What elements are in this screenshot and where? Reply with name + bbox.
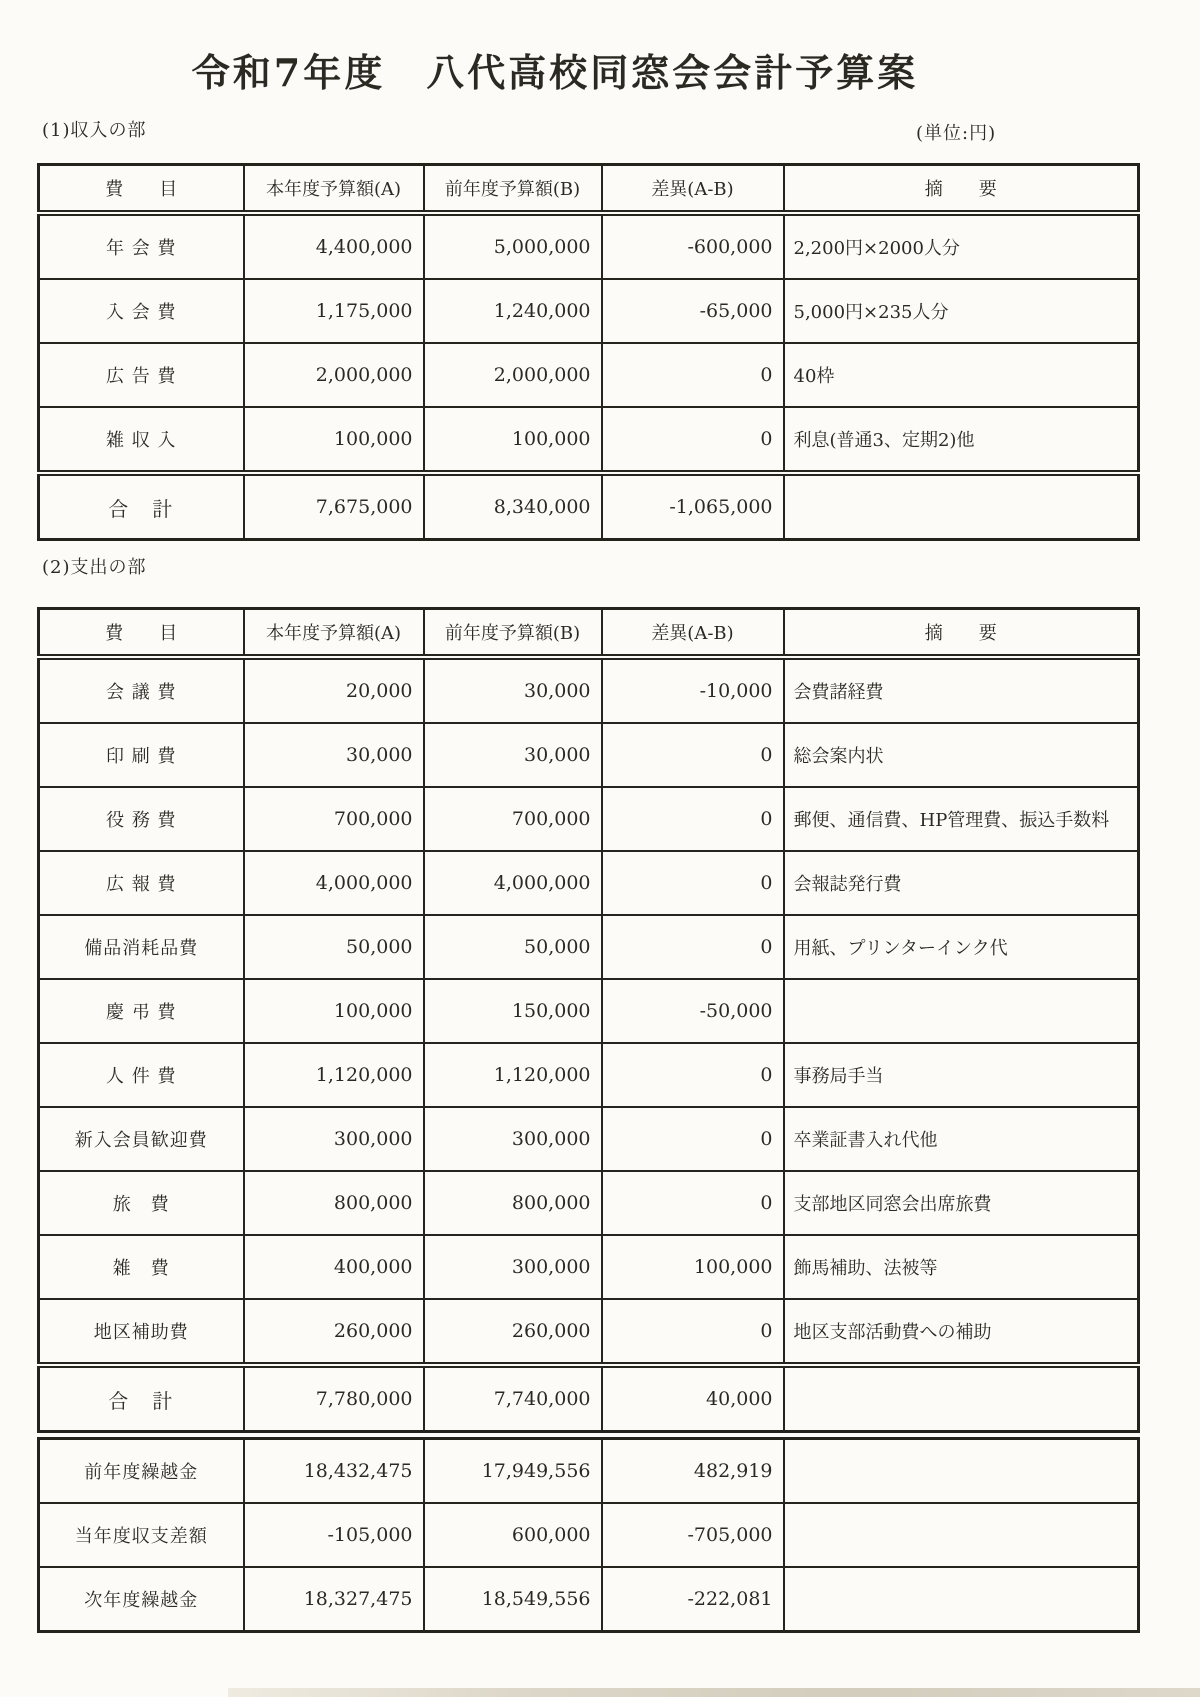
note-cell: 用紙、プリンターインク代 bbox=[784, 915, 1139, 979]
unit-label: (単位:円) bbox=[916, 123, 997, 144]
current-amount-cell: 2,000,000 bbox=[244, 343, 424, 407]
diff-amount-cell: 0 bbox=[602, 343, 784, 407]
previous-amount-cell: 600,000 bbox=[424, 1503, 602, 1567]
diff-amount-cell: 0 bbox=[602, 851, 784, 915]
current-amount-cell: 1,175,000 bbox=[244, 279, 424, 343]
diff-amount-cell: 0 bbox=[602, 407, 784, 473]
note-cell bbox=[784, 1567, 1139, 1632]
income-table bbox=[37, 163, 1140, 541]
total-row bbox=[39, 473, 1139, 540]
total-diff-cell: -1,065,000 bbox=[602, 473, 784, 540]
note-cell bbox=[784, 1439, 1139, 1504]
note-cell bbox=[784, 1503, 1139, 1567]
column-header-diff: 差異(A-B) bbox=[602, 609, 784, 658]
previous-amount-cell: 300,000 bbox=[424, 1235, 602, 1299]
total-note-cell bbox=[784, 1365, 1139, 1432]
diff-amount-cell: 0 bbox=[602, 1107, 784, 1171]
current-amount-cell: 100,000 bbox=[244, 979, 424, 1043]
item-cell: 広 告 費 bbox=[39, 343, 244, 407]
total-row bbox=[39, 1365, 1139, 1432]
diff-amount-cell: 0 bbox=[602, 1171, 784, 1235]
column-header-previous: 前年度予算額(B) bbox=[424, 165, 602, 214]
previous-amount-cell: 1,240,000 bbox=[424, 279, 602, 343]
item-cell: 役 務 費 bbox=[39, 787, 244, 851]
item-cell: 雑 収 入 bbox=[39, 407, 244, 473]
table-row bbox=[39, 657, 1139, 723]
note-cell: 支部地区同窓会出席旅費 bbox=[784, 1171, 1139, 1235]
expense-table-header bbox=[39, 609, 1139, 658]
current-amount-cell: 18,327,475 bbox=[244, 1567, 424, 1632]
table-row bbox=[39, 1299, 1139, 1365]
previous-amount-cell: 800,000 bbox=[424, 1171, 602, 1235]
page-title: 令和7年度 八代高校同窓会会計予算案 bbox=[191, 50, 919, 95]
previous-amount-cell: 100,000 bbox=[424, 407, 602, 473]
table-row bbox=[39, 1567, 1139, 1632]
income-section-label: (1)収入の部 bbox=[42, 120, 147, 141]
table-row bbox=[39, 1171, 1139, 1235]
current-amount-cell: 700,000 bbox=[244, 787, 424, 851]
diff-amount-cell: -222,081 bbox=[602, 1567, 784, 1632]
expense-table bbox=[37, 607, 1140, 1433]
current-amount-cell: 50,000 bbox=[244, 915, 424, 979]
diff-amount-cell: 0 bbox=[602, 915, 784, 979]
previous-amount-cell: 260,000 bbox=[424, 1299, 602, 1365]
total-previous-cell: 8,340,000 bbox=[424, 473, 602, 540]
note-cell: 5,000円×235人分 bbox=[784, 279, 1139, 343]
previous-amount-cell: 18,549,556 bbox=[424, 1567, 602, 1632]
note-cell: 飾馬補助、法被等 bbox=[784, 1235, 1139, 1299]
note-cell: 郵便、通信費、HP管理費、振込手数料 bbox=[784, 787, 1139, 851]
total-diff-cell: 40,000 bbox=[602, 1365, 784, 1432]
header-row bbox=[39, 609, 1139, 658]
total-note-cell bbox=[784, 473, 1139, 540]
previous-amount-cell: 4,000,000 bbox=[424, 851, 602, 915]
current-amount-cell: 4,400,000 bbox=[244, 213, 424, 279]
table-row bbox=[39, 1235, 1139, 1299]
scan-edge-shadow bbox=[228, 1688, 1200, 1697]
note-cell: 会報誌発行費 bbox=[784, 851, 1139, 915]
item-cell: 会 議 費 bbox=[39, 657, 244, 723]
table-row bbox=[39, 213, 1139, 279]
expense-table-total bbox=[39, 1365, 1139, 1432]
current-amount-cell: 1,120,000 bbox=[244, 1043, 424, 1107]
current-amount-cell: 30,000 bbox=[244, 723, 424, 787]
income-table-total bbox=[39, 473, 1139, 540]
diff-amount-cell: -10,000 bbox=[602, 657, 784, 723]
column-header-item: 費 目 bbox=[39, 165, 244, 214]
note-cell: 総会案内状 bbox=[784, 723, 1139, 787]
total-item-cell: 合 計 bbox=[39, 1365, 244, 1432]
diff-amount-cell: -65,000 bbox=[602, 279, 784, 343]
column-header-note: 摘 要 bbox=[784, 609, 1139, 658]
column-header-current: 本年度予算額(A) bbox=[244, 165, 424, 214]
item-cell: 入 会 費 bbox=[39, 279, 244, 343]
previous-amount-cell: 2,000,000 bbox=[424, 343, 602, 407]
diff-amount-cell: 0 bbox=[602, 1299, 784, 1365]
item-cell: 旅 費 bbox=[39, 1171, 244, 1235]
current-amount-cell: 20,000 bbox=[244, 657, 424, 723]
current-amount-cell: 800,000 bbox=[244, 1171, 424, 1235]
diff-amount-cell: -50,000 bbox=[602, 979, 784, 1043]
previous-amount-cell: 30,000 bbox=[424, 657, 602, 723]
column-header-previous: 前年度予算額(B) bbox=[424, 609, 602, 658]
previous-amount-cell: 150,000 bbox=[424, 979, 602, 1043]
diff-amount-cell: -600,000 bbox=[602, 213, 784, 279]
table-row bbox=[39, 979, 1139, 1043]
column-header-current: 本年度予算額(A) bbox=[244, 609, 424, 658]
income-table-body bbox=[39, 213, 1139, 473]
expense-section-label: (2)支出の部 bbox=[42, 557, 147, 578]
table-row bbox=[39, 343, 1139, 407]
note-cell: 2,200円×2000人分 bbox=[784, 213, 1139, 279]
table-row bbox=[39, 1107, 1139, 1171]
diff-amount-cell: 0 bbox=[602, 787, 784, 851]
item-cell: 備品消耗品費 bbox=[39, 915, 244, 979]
item-cell: 地区補助費 bbox=[39, 1299, 244, 1365]
table-row bbox=[39, 1503, 1139, 1567]
current-amount-cell: 100,000 bbox=[244, 407, 424, 473]
item-cell: 印 刷 費 bbox=[39, 723, 244, 787]
table-row bbox=[39, 723, 1139, 787]
current-amount-cell: 18,432,475 bbox=[244, 1439, 424, 1504]
table-row bbox=[39, 279, 1139, 343]
item-cell: 雑 費 bbox=[39, 1235, 244, 1299]
item-cell: 前年度繰越金 bbox=[39, 1439, 244, 1504]
note-cell bbox=[784, 979, 1139, 1043]
previous-amount-cell: 300,000 bbox=[424, 1107, 602, 1171]
item-cell: 次年度繰越金 bbox=[39, 1567, 244, 1632]
note-cell: 事務局手当 bbox=[784, 1043, 1139, 1107]
total-item-cell: 合 計 bbox=[39, 473, 244, 540]
diff-amount-cell: 0 bbox=[602, 1043, 784, 1107]
previous-amount-cell: 17,949,556 bbox=[424, 1439, 602, 1504]
table-row bbox=[39, 851, 1139, 915]
expense-table-body bbox=[39, 657, 1139, 1365]
note-cell: 地区支部活動費への補助 bbox=[784, 1299, 1139, 1365]
previous-amount-cell: 1,120,000 bbox=[424, 1043, 602, 1107]
carryover-table-body bbox=[39, 1439, 1139, 1632]
current-amount-cell: 260,000 bbox=[244, 1299, 424, 1365]
table-row bbox=[39, 1043, 1139, 1107]
table-row bbox=[39, 787, 1139, 851]
previous-amount-cell: 50,000 bbox=[424, 915, 602, 979]
current-amount-cell: -105,000 bbox=[244, 1503, 424, 1567]
note-cell: 利息(普通3、定期2)他 bbox=[784, 407, 1139, 473]
item-cell: 人 件 費 bbox=[39, 1043, 244, 1107]
item-cell: 当年度収支差額 bbox=[39, 1503, 244, 1567]
diff-amount-cell: 482,919 bbox=[602, 1439, 784, 1504]
column-header-note: 摘 要 bbox=[784, 165, 1139, 214]
current-amount-cell: 400,000 bbox=[244, 1235, 424, 1299]
table-row bbox=[39, 1439, 1139, 1504]
note-cell: 卒業証書入れ代他 bbox=[784, 1107, 1139, 1171]
item-cell: 年 会 費 bbox=[39, 213, 244, 279]
income-table-header bbox=[39, 165, 1139, 214]
total-previous-cell: 7,740,000 bbox=[424, 1365, 602, 1432]
previous-amount-cell: 700,000 bbox=[424, 787, 602, 851]
item-cell: 広 報 費 bbox=[39, 851, 244, 915]
column-header-diff: 差異(A-B) bbox=[602, 165, 784, 214]
diff-amount-cell: -705,000 bbox=[602, 1503, 784, 1567]
current-amount-cell: 300,000 bbox=[244, 1107, 424, 1171]
total-current-cell: 7,780,000 bbox=[244, 1365, 424, 1432]
current-amount-cell: 4,000,000 bbox=[244, 851, 424, 915]
column-header-item: 費 目 bbox=[39, 609, 244, 658]
table-row bbox=[39, 407, 1139, 473]
table-row bbox=[39, 915, 1139, 979]
item-cell: 新入会員歓迎費 bbox=[39, 1107, 244, 1171]
note-cell: 40枠 bbox=[784, 343, 1139, 407]
item-cell: 慶 弔 費 bbox=[39, 979, 244, 1043]
diff-amount-cell: 100,000 bbox=[602, 1235, 784, 1299]
total-current-cell: 7,675,000 bbox=[244, 473, 424, 540]
carryover-table bbox=[37, 1437, 1140, 1633]
header-row bbox=[39, 165, 1139, 214]
previous-amount-cell: 5,000,000 bbox=[424, 213, 602, 279]
previous-amount-cell: 30,000 bbox=[424, 723, 602, 787]
diff-amount-cell: 0 bbox=[602, 723, 784, 787]
note-cell: 会費諸経費 bbox=[784, 657, 1139, 723]
